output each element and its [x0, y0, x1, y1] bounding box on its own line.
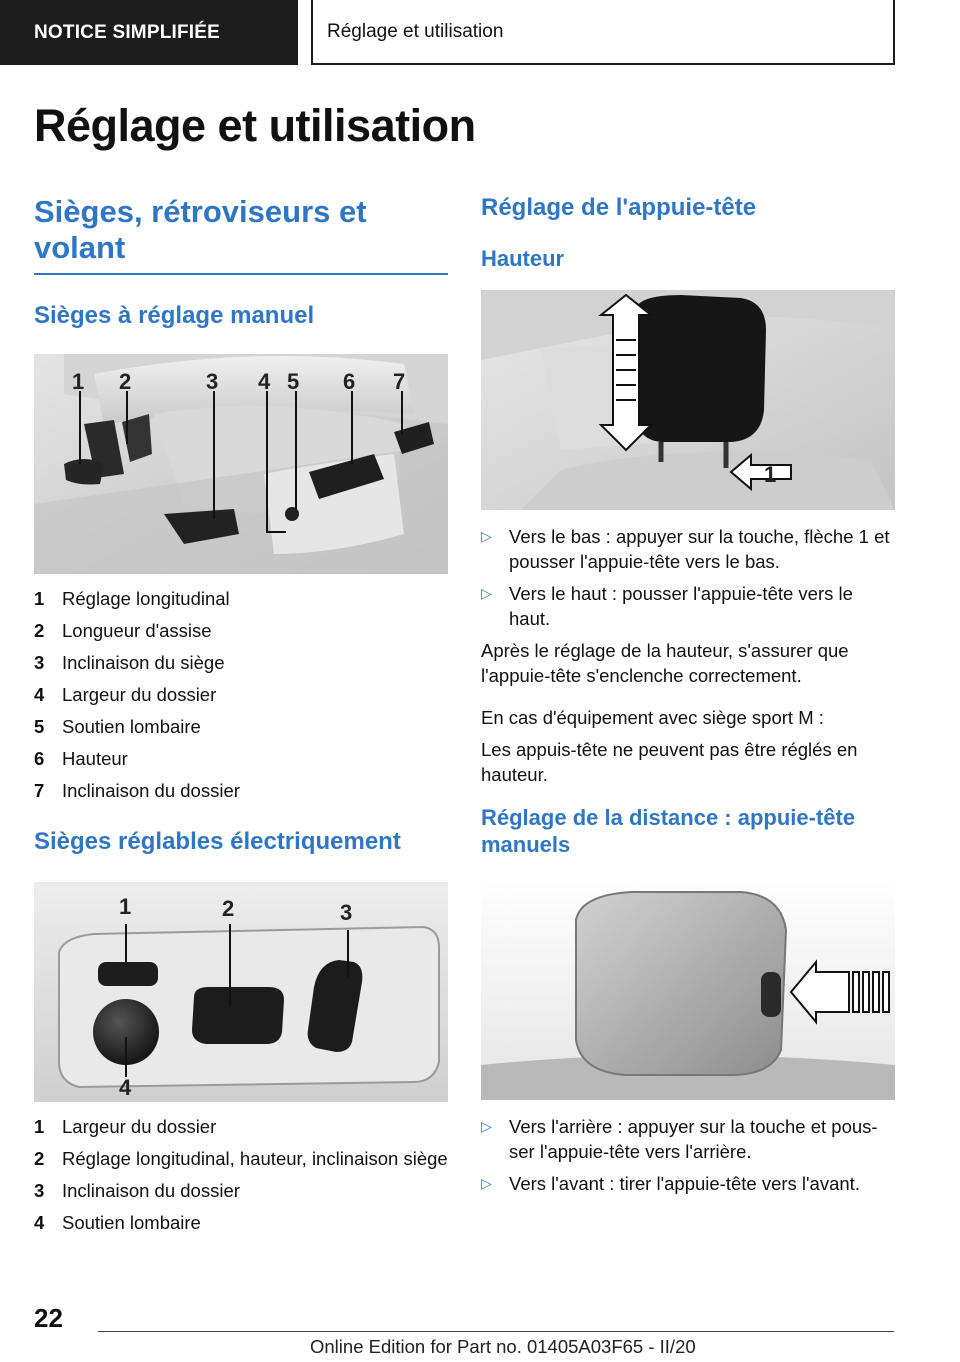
page-number: 22: [34, 1303, 63, 1333]
legend-num: 3: [34, 1180, 45, 1201]
legend-label: Inclinaison du dossier: [62, 1180, 240, 1201]
triangle-icon: ▷: [481, 585, 492, 601]
legend-item: [34, 1147, 448, 1170]
electric-seat-image: [34, 882, 448, 1102]
electric-seat-legend: [34, 1115, 448, 1234]
height-bullets: [481, 524, 895, 631]
legend-item: [34, 587, 448, 610]
paragraph: Les appuis-tête ne peuvent pas être réglés en hauteur.: [481, 739, 858, 785]
legend-num: 1: [34, 1116, 45, 1137]
callout-1: 1: [119, 894, 132, 919]
bullet-text: Vers le bas : appuyer sur la touche, flèche 1 et pousser l'appuie-tête vers le bas.: [509, 526, 890, 572]
legend-label: Soutien lombaire: [62, 716, 201, 737]
legend-label: Longueur d'assise: [62, 620, 212, 641]
bullet-text: Vers l'arrière : appuyer sur la touche et pous-ser l'appuie-tête vers l'arrière.: [509, 1116, 878, 1162]
manual-seat-illustration: [34, 354, 448, 574]
legend-label: Soutien lombaire: [62, 1212, 201, 1233]
callout-1: 1: [764, 462, 777, 487]
callout-4: 4: [119, 1075, 132, 1100]
bullet-item: [481, 1114, 895, 1164]
page-title: Réglage et utilisation: [34, 100, 476, 151]
callout-2: 2: [222, 896, 235, 921]
legend-num: 4: [34, 1212, 45, 1233]
legend-label: Inclinaison du dossier: [62, 780, 240, 801]
footer-rule: [98, 1331, 894, 1332]
triangle-icon: ▷: [481, 1118, 492, 1134]
triangle-icon: ▷: [481, 1175, 492, 1191]
headrest-distance-illustration: [481, 880, 895, 1100]
legend-item: [34, 779, 448, 802]
right-column: [481, 194, 895, 1196]
legend-label: Réglage longitudinal, hauteur, inclinaison siège: [62, 1148, 448, 1169]
legend-label: Largeur du dossier: [62, 684, 217, 705]
bullet-item: [481, 1171, 895, 1196]
headrest-distance-image: [481, 880, 895, 1100]
legend-num: 4: [34, 684, 45, 705]
triangle-icon: ▷: [481, 528, 492, 544]
callout-5: 5: [287, 369, 300, 394]
electric-seats-heading: Sièges réglables électriquement: [34, 828, 401, 855]
footer-edition: Online Edition for Part no. 01405A03F65 - II/20: [310, 1336, 696, 1357]
manual-seat-image: [34, 354, 448, 574]
bullet-item: [481, 581, 895, 631]
bullet-item: [481, 524, 895, 574]
legend-item: [34, 651, 448, 674]
bullet-text: Vers l'avant : tirer l'appuie-tête vers l'avant.: [509, 1173, 860, 1194]
paragraph: Après le réglage de la hauteur, s'assurer que l'appuie-tête s'enclenche correctement.: [481, 640, 849, 686]
height-subheading: Hauteur: [481, 246, 565, 271]
callout-3: 3: [206, 369, 219, 394]
legend-item: [34, 1179, 448, 1202]
left-column: [34, 194, 448, 1243]
legend-label: Largeur du dossier: [62, 1116, 217, 1137]
legend-num: 7: [34, 780, 45, 801]
legend-num: 3: [34, 652, 45, 673]
callout-2: 2: [119, 369, 132, 394]
legend-num: 1: [34, 588, 45, 609]
headrest-height-image: [481, 290, 895, 510]
legend-num: 2: [34, 620, 45, 641]
legend-item: [34, 715, 448, 738]
distance-bullets: [481, 1114, 895, 1196]
manual-seats-heading: Sièges à réglage manuel: [34, 302, 315, 329]
legend-label: Réglage longitudinal: [62, 588, 230, 609]
manual-seat-legend: [34, 587, 448, 802]
callout-7: 7: [393, 369, 406, 394]
bullet-text: Vers le haut : pousser l'appuie-tête vers le haut.: [509, 583, 853, 629]
legend-item: [34, 747, 448, 770]
section-heading: Sièges, rétroviseurs et volant: [34, 194, 367, 265]
callout-4: 4: [258, 369, 271, 394]
header-chapter-label: Réglage et utilisation: [327, 20, 504, 42]
headrest-heading: Réglage de l'appuie-tête: [481, 194, 757, 221]
legend-item: [34, 619, 448, 642]
header-section-label: NOTICE SIMPLIFIÉE: [34, 21, 221, 43]
legend-item: [34, 1211, 448, 1234]
header-section-tab: [0, 0, 298, 65]
callout-3: 3: [340, 900, 353, 925]
callout-6: 6: [343, 369, 356, 394]
callout-1: 1: [72, 369, 85, 394]
section-rule: [34, 273, 448, 275]
distance-subheading: Réglage de la distance : appuie-tête manuels: [481, 805, 856, 857]
legend-item: [34, 683, 448, 706]
header-chapter-tab: [311, 0, 895, 65]
legend-item: [34, 1115, 448, 1138]
headrest-height-illustration: [481, 290, 895, 510]
legend-num: 5: [34, 716, 45, 737]
legend-label: Inclinaison du siège: [62, 652, 225, 673]
legend-num: 2: [34, 1148, 45, 1169]
electric-seat-illustration: [34, 882, 448, 1102]
legend-label: Hauteur: [62, 748, 128, 769]
legend-num: 6: [34, 748, 45, 769]
paragraph: En cas d'équipement avec siège sport M :: [481, 707, 824, 728]
